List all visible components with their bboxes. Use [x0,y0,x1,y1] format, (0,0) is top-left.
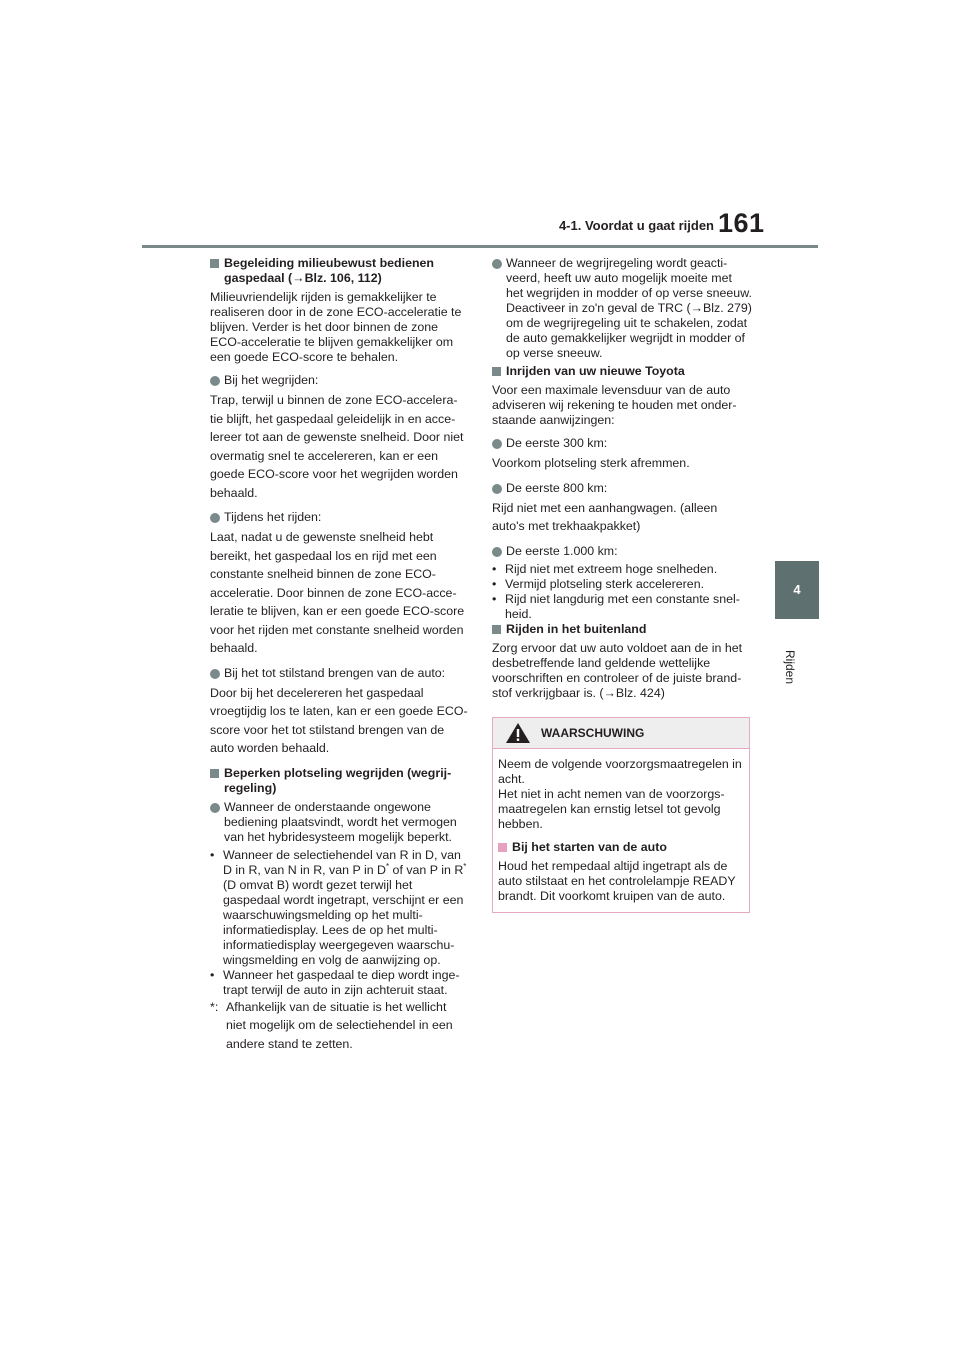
sub-bullet-text: Wanneer het gaspedaal te diep wordt inge-trapt terwijl de auto in zijn achteruit staat. [223,967,460,997]
paragraph: Laat, nadat u de gewenste snelheid hebt bereikt, het gaspedaal los en rijd met een constante snelheid binnen de zone ECO-acceleratie. Door binnen de zone ECO-acce-leratie te blijven, kan er een goede ECO-score voor het rijden met constante snelheid worden behaald. [210,530,465,655]
sub-bullet-text-b: of van P in R [389,862,464,877]
circle-bullet-icon [210,376,220,386]
bullet-item [492,436,752,451]
sub-bullet-text: Rijd niet langdurig met een constante snel-heid. [505,591,740,621]
footnote-asterisk: * [385,861,390,871]
bullet-text: Tijdens het rijden: [224,510,322,524]
side-tab-number: 4 [775,561,819,619]
side-tab-label: Rijden [783,650,797,685]
section-heading [492,364,752,379]
paragraph: Voor een maximale levensduur van de auto adviseren wij rekening te houden met onder-staande aanwijzingen: [492,383,737,427]
section-heading [498,840,744,855]
section-heading [210,766,468,796]
bullet-item [492,544,752,559]
warning-title: WAARSCHUWING [541,725,645,740]
paragraph: Trap, terwijl u binnen de zone ECO-accelera-tie blijft, het gaspedaal geleidelijk in en acce-lereer tot aan de gewenste snelheid. Door niet overmatig snel te accelereren, kan er een goede ECO-score voor het wegrijden worden behaald. [210,393,464,500]
circle-bullet-icon [492,439,502,449]
bullet-text: Bij het wegrijden: [224,373,319,387]
footnote-mark: *: [210,999,219,1014]
sub-bullet-item [492,592,752,622]
page-number: 161 [718,208,765,238]
bullet-text: De eerste 300 km: [506,436,608,450]
chapter-title: 4-1. Voordat u gaat rijden [558,218,714,233]
sub-bullet-mark: • [210,847,215,862]
paragraph: Milieuvriendelijk rijden is gemakkelijker te realiseren door in de zone ECO-acceleratie te blijven. Verder is het door binnen de zone ECO-acceleratie te blijven gemakkelijker om een goede ECO-score te behalen. [210,290,462,364]
paragraph: Houd het rempedaal altijd ingetrapt als de auto stilstaat en het controlelampje READY brandt. Dit voorkomt kruipen van de auto. [498,858,736,903]
bullet-item [210,666,468,681]
sub-bullet-text-a: Wanneer de selectiehendel van R in D, van D in R, van N in R, van P in D [223,847,461,877]
section-heading [210,256,468,286]
square-bullet-icon [210,769,219,778]
sub-bullet-mark: • [492,561,497,576]
sub-bullet-item [210,848,468,968]
paragraph: Neem de volgende voorzorgsmaatregelen in acht. [498,756,742,786]
heading-text: Begeleiding milieubewust bedienen gaspedaal (→Blz. 106, 112) [224,256,434,285]
bullet-item [210,510,468,525]
bullet-item [492,256,752,361]
paragraph: Voorkom plotseling sterk afremmen. [492,456,690,470]
sub-bullet-text: Vermijd plotseling sterk accelereren. [505,576,705,591]
sub-bullet-mark: • [492,576,497,591]
footnote-asterisk: * [463,861,467,871]
circle-bullet-icon [492,547,502,557]
warning-box [492,717,750,913]
bullet-item [210,800,468,845]
heading-text: Beperken plotseling wegrijden (wegrij-regeling) [224,765,452,795]
sub-bullet-text-c: (D omvat B) wordt gezet terwijl het gaspedaal wordt ingetrapt, verschijnt er een waarschuwingsmelding op het multi-informatiedisplay. Lees de op het multi-informatiedisplay weergegeven waarschu-wingsmelding en volg de aanwijzing op. [223,877,464,967]
sub-bullet-mark: • [210,967,215,982]
bullet-text: Wanneer de wegrijregeling wordt geacti-veerd, heeft uw auto mogelijk moeite met het wegrijden in modder of op verse sneeuw. Deactiveer in zo'n geval de TRC (→Blz. 279) om de wegrijregeling uit te schakelen, zodat de auto gemakkelijker wegrijdt in modder of op verse sneeuw. [506,256,752,360]
heading-text: Inrijden van uw nieuwe Toyota [506,364,685,378]
square-bullet-icon [492,367,501,376]
bullet-item [210,373,468,388]
warning-header [493,718,749,749]
warning-body [493,749,749,912]
bullet-text: Bij het tot stilstand brengen van de auto: [224,665,446,680]
bullet-text: Wanneer de onderstaande ongewone bediening plaatsvindt, wordt het vermogen van het hybridesysteem mogelijk beperkt. [224,799,457,844]
circle-bullet-icon [492,259,502,269]
sub-bullet-item [492,562,752,577]
bullet-item [492,481,752,496]
footnote [210,998,468,1054]
circle-bullet-icon [492,484,502,494]
bullet-text: De eerste 800 km: [506,480,608,495]
sub-bullet-item [210,968,468,998]
paragraph: Het niet in acht nemen van de voorzorgs-maatregelen kan ernstig letsel tot gevolg hebben. [498,786,725,831]
paragraph: Door bij het decelereren het gaspedaal vroegtijdig los te laten, kan er een goede ECO-score voor het tot stilstand brengen van de auto worden behaald. [210,685,468,755]
sub-bullet-text: Rijd niet met extreem hoge snelheden. [505,561,718,576]
footnote-text: Afhankelijk van de situatie is het wellicht niet mogelijk om de selectiehendel in een andere stand te zetten. [226,999,453,1051]
circle-bullet-icon [210,803,220,813]
paragraph: Zorg ervoor dat uw auto voldoet aan de in het desbetreffende land geldende wettelijke voorschriften en controleer of de juiste brand-stof verkrijgbaar is. (→Blz. 424) [492,640,743,700]
header-rule [142,245,818,248]
sub-bullet-mark: • [492,591,497,606]
circle-bullet-icon [210,513,220,523]
heading-text: Bij het starten van de auto [512,839,667,854]
heading-text: Rijden in het buitenland [506,621,647,636]
square-bullet-icon [498,843,507,852]
circle-bullet-icon [210,669,220,679]
sub-bullet-item [492,577,752,592]
right-column [492,256,752,913]
paragraph: Rijd niet met een aanhangwagen. (alleen auto's met trekhaakpakket) [492,500,718,533]
section-heading [492,622,752,637]
square-bullet-icon [210,259,219,268]
bullet-text: De eerste 1.000 km: [506,543,618,558]
left-column [210,256,468,1053]
square-bullet-icon [492,625,501,634]
warning-triangle-icon [505,722,531,748]
